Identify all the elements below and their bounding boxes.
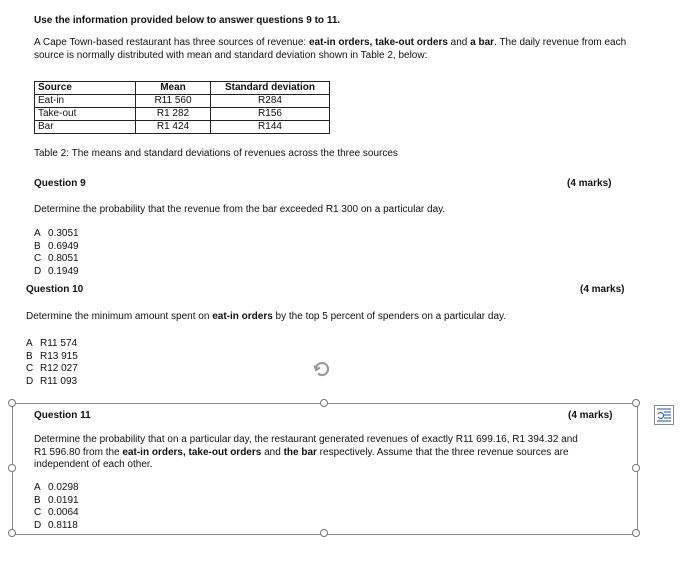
instructions: Use the information provided below to answer questions 9 to 11. <box>34 15 341 26</box>
resize-handle-bottom-left[interactable] <box>8 529 16 537</box>
q9-option-b[interactable] <box>34 241 79 254</box>
q10-text <box>26 311 506 322</box>
resize-handle-top-right[interactable] <box>632 399 640 407</box>
option-letter: B <box>34 240 41 252</box>
q10-option-a[interactable] <box>26 338 77 351</box>
table-cell: R1 424 <box>136 121 211 134</box>
option-value: 0.0064 <box>48 507 79 518</box>
option-value: 0.0191 <box>48 494 79 506</box>
table-cell: R284 <box>211 95 330 108</box>
option-letter: A <box>34 482 41 493</box>
option-letter: D <box>26 375 34 387</box>
option-letter: C <box>26 363 34 374</box>
option-value: R11 574 <box>40 338 78 349</box>
table-cell: R1 282 <box>136 108 211 121</box>
option-value: R12 027 <box>40 363 78 374</box>
rotate-icon[interactable] <box>310 357 334 381</box>
option-letter: B <box>34 494 41 506</box>
q11-marks: (4 marks) <box>568 410 613 421</box>
option-value: 0.3051 <box>48 228 79 239</box>
table-header-row <box>35 82 330 95</box>
table-row <box>35 121 330 134</box>
resize-handle-bottom-right[interactable] <box>632 529 640 537</box>
q11-title: Question 11 <box>34 410 91 421</box>
table-cell: R11 560 <box>136 95 211 108</box>
q11-option-c[interactable] <box>34 507 79 520</box>
q11-text <box>34 434 634 472</box>
q10-text-1: Determine the minimum amount spent on <box>26 311 213 322</box>
layout-options-icon[interactable] <box>654 405 674 425</box>
table-row <box>35 108 330 121</box>
q9-option-d[interactable] <box>34 266 79 279</box>
q10-option-b[interactable] <box>26 351 78 364</box>
table-cell: Bar <box>35 121 136 134</box>
table-row <box>35 95 330 108</box>
q11-option-d[interactable] <box>34 520 78 533</box>
resize-handle-top-left[interactable] <box>8 399 16 407</box>
q11-line-2 <box>34 447 634 460</box>
intro-bold-1: eat-in orders, take-out orders <box>308 37 448 48</box>
resize-handle-bottom[interactable] <box>320 529 328 537</box>
q10-marks: (4 marks) <box>580 284 625 295</box>
table-caption: Table 2: The means and standard deviations of revenues across the three sources <box>34 148 398 159</box>
q10-option-d[interactable] <box>26 376 77 389</box>
option-letter: A <box>34 228 41 239</box>
q9-option-c[interactable] <box>34 253 79 266</box>
option-value: R11 093 <box>40 375 78 387</box>
option-value: 0.8118 <box>48 519 78 531</box>
q11-option-b[interactable] <box>34 495 79 508</box>
table-cell: Take-out <box>35 108 136 121</box>
resize-handle-left[interactable] <box>8 464 16 472</box>
option-letter: C <box>34 253 42 264</box>
intro-text-1: A Cape Town-based restaurant has three sources of revenue: <box>34 37 309 48</box>
intro-text-3: . The daily revenue from each source is normally distributed with mean and standard deviation shown in Table 2, below: <box>34 37 627 61</box>
q10-text-2: by the top 5 percent of spenders on a particular day. <box>272 311 507 322</box>
option-value: 0.8051 <box>48 253 79 264</box>
table-header: Mean <box>136 82 211 95</box>
q11-line-2-text-1: R1 596.80 from the <box>34 446 123 458</box>
q10-title: Question 10 <box>26 284 84 295</box>
table-header: Source <box>35 82 136 95</box>
q10-option-c[interactable] <box>26 363 78 376</box>
option-letter: A <box>26 338 33 349</box>
table-header: Standard deviation <box>211 82 330 95</box>
option-letter: C <box>34 507 42 518</box>
intro-bold-2: a bar <box>470 37 495 48</box>
option-letter: D <box>34 265 42 277</box>
option-value: R13 915 <box>40 350 78 362</box>
q9-text: Determine the probability that the revenue from the bar exceeded R1 300 on a particular day. <box>34 204 446 215</box>
stats-table <box>34 81 330 134</box>
option-letter: B <box>26 350 33 362</box>
q11-line-1: Determine the probability that on a particular day, the restaurant generated revenues of exactly R11 699.16, R1 394.32 and <box>34 434 578 445</box>
resize-handle-top[interactable] <box>320 399 328 407</box>
q11-line-2-bold-2: the bar <box>283 446 317 458</box>
option-value: 0.1949 <box>48 265 79 277</box>
table-cell: R156 <box>211 108 330 121</box>
q9-marks: (4 marks) <box>567 178 612 189</box>
q11-line-2-text-2: and <box>261 446 284 458</box>
option-value: 0.6949 <box>48 240 79 252</box>
q10-text-bold: eat-in orders <box>212 311 273 322</box>
option-value: 0.0298 <box>48 482 79 493</box>
q11-option-a[interactable] <box>34 482 79 495</box>
q11-line-2-text-3: respectively. Assume that the three revenue sources are <box>316 446 569 458</box>
q9-option-a[interactable] <box>34 228 79 241</box>
q11-line-2-bold-1: eat-in orders, take-out orders <box>122 446 262 458</box>
table-cell: R144 <box>211 121 330 134</box>
q11-line-3: independent of each other. <box>34 459 153 470</box>
table-cell: Eat-in <box>35 95 136 108</box>
q9-title: Question 9 <box>34 178 86 189</box>
intro-paragraph <box>34 37 634 62</box>
option-letter: D <box>34 519 42 531</box>
intro-text-2: and <box>447 37 471 48</box>
